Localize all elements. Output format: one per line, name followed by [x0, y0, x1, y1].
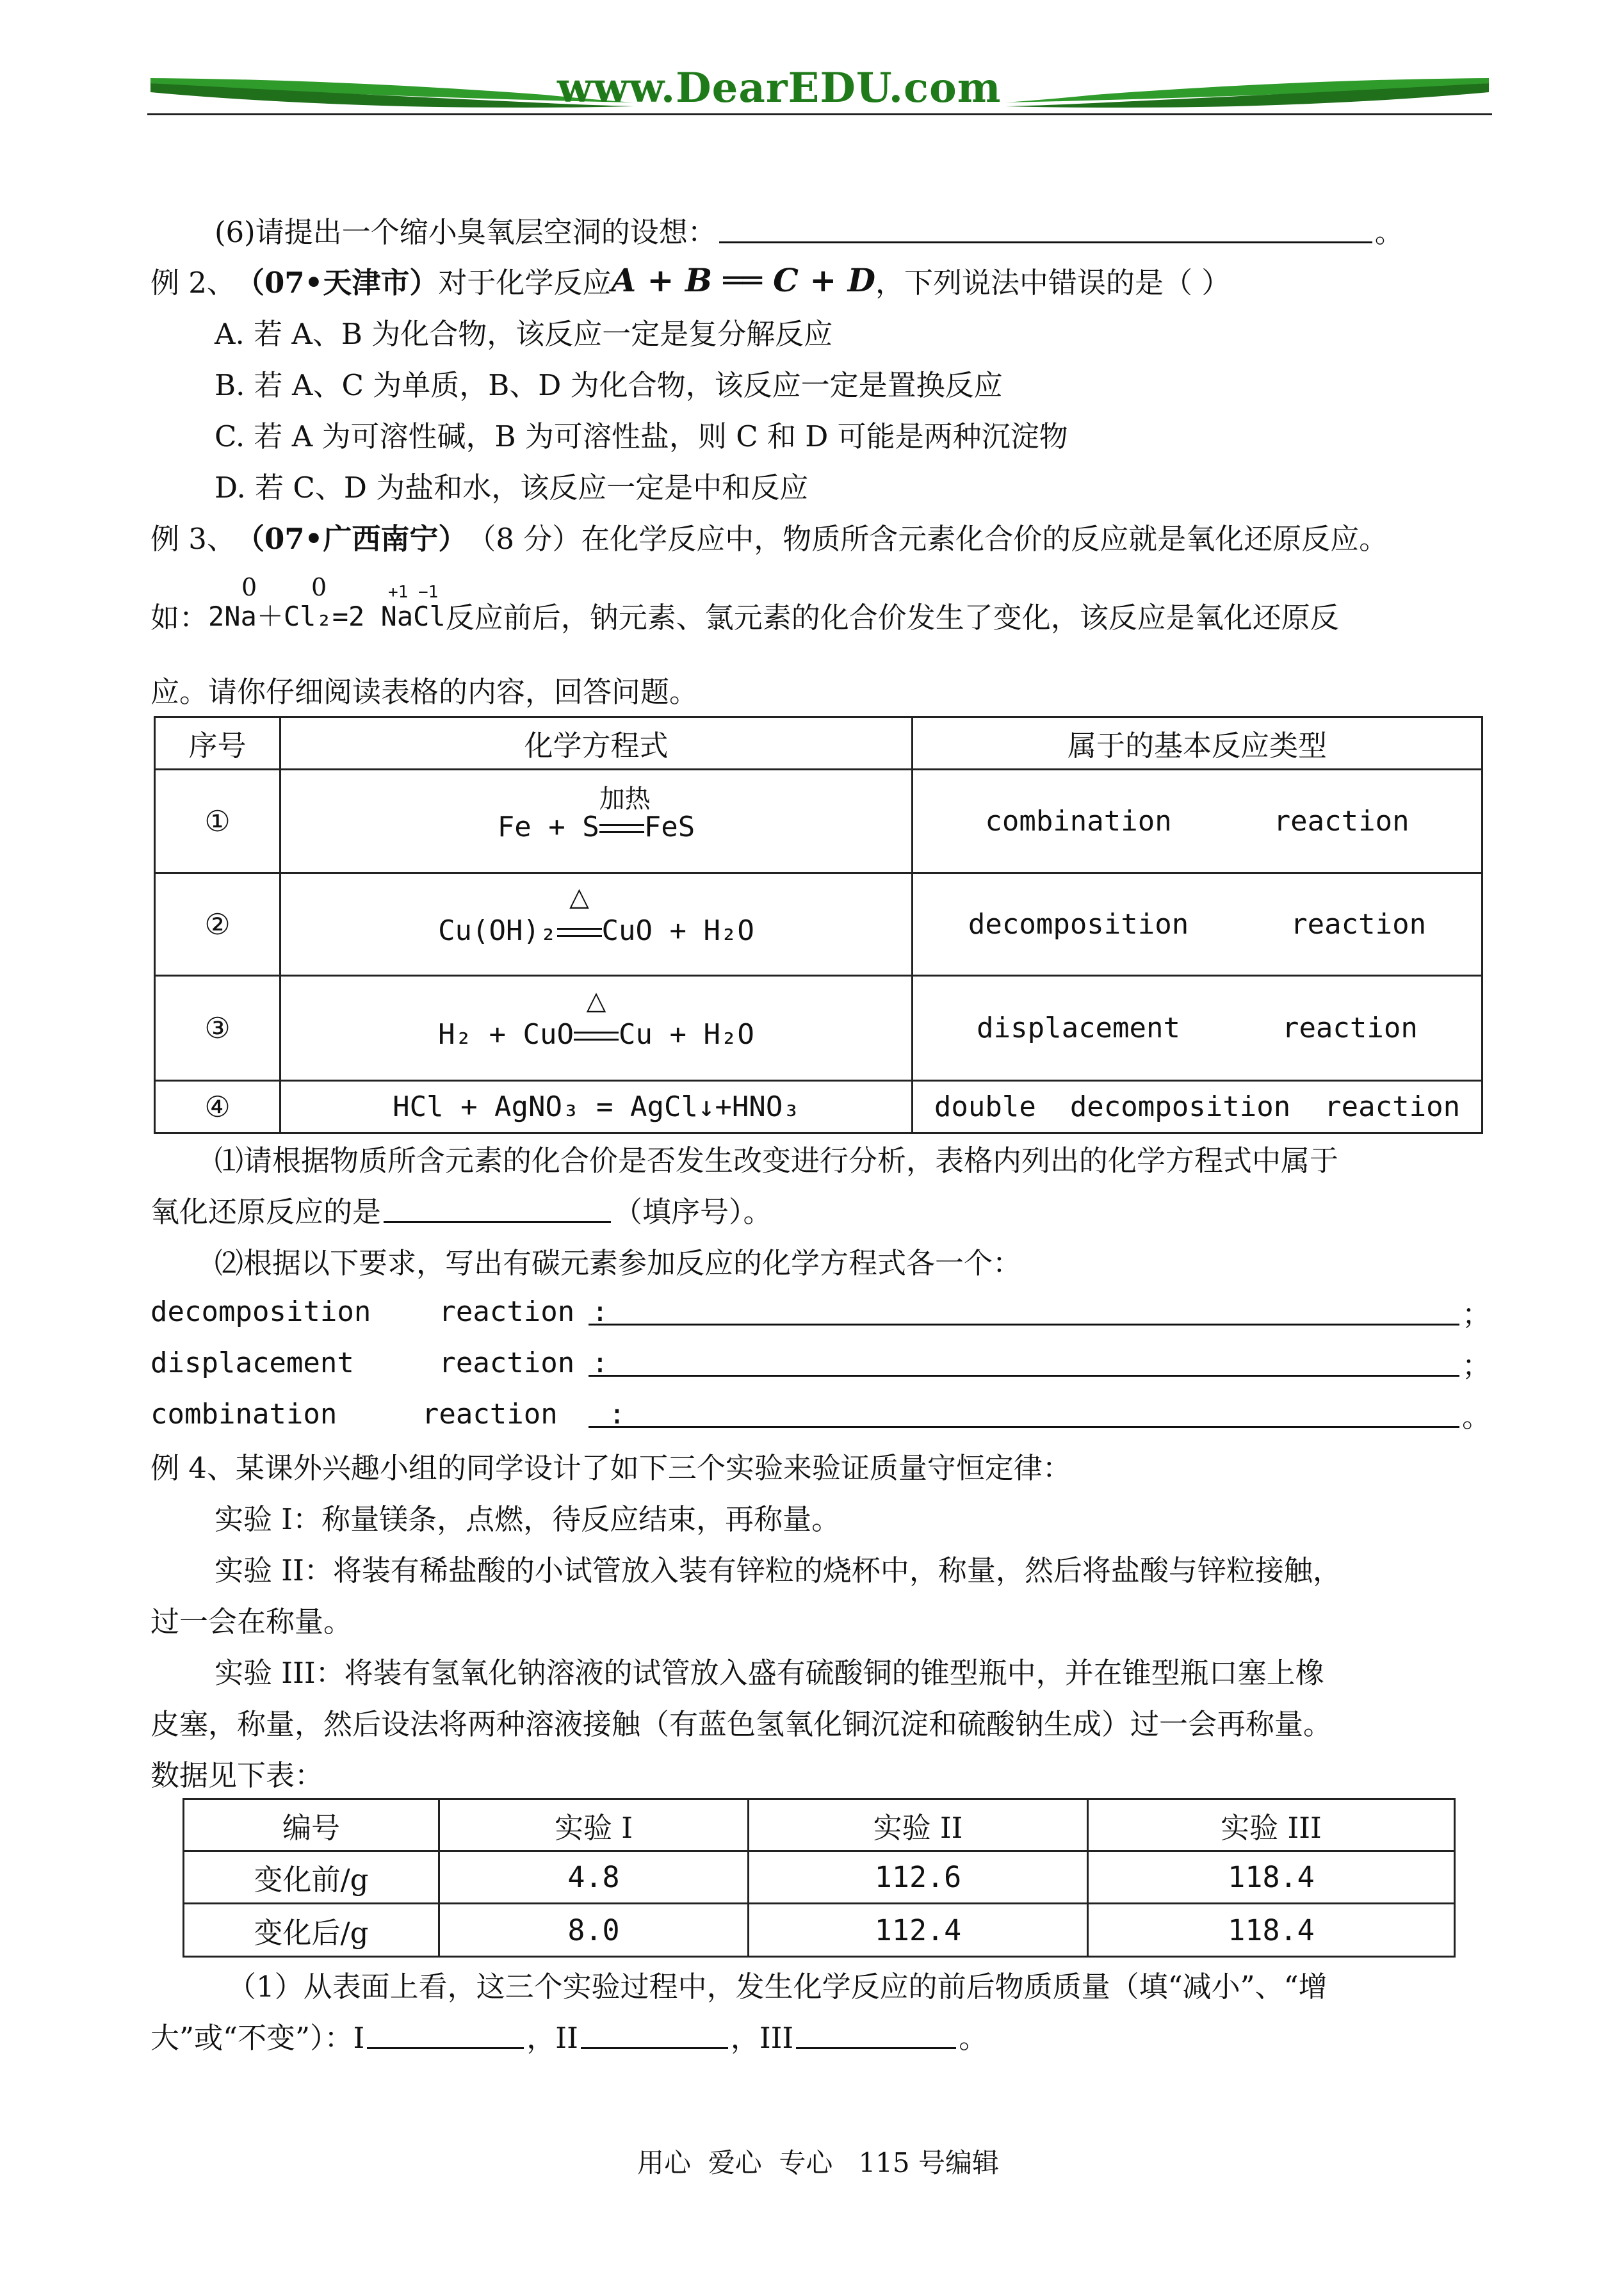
- q6-line: [215, 213, 1404, 249]
- row1-right: FeS: [644, 810, 695, 843]
- row3-left: H₂ + CuO: [438, 1018, 574, 1051]
- mass-row-before-exp1: 4.8: [567, 1860, 620, 1894]
- table-header-type: 属于的基本反应类型: [1067, 729, 1327, 763]
- row2-right: CuO + H₂O: [601, 914, 754, 947]
- ex3-stem3: 应。请你仔细阅读表格的内容，回答问题。: [150, 674, 699, 709]
- mass-header-id: 编号: [282, 1810, 340, 1845]
- q2-combination-label: combination reaction :: [150, 1397, 626, 1431]
- mass-row-after-exp2: 112.4: [874, 1913, 962, 1947]
- ex2-stem: [150, 261, 1231, 300]
- table-row-2-no: ②: [204, 907, 231, 941]
- q2-decomposition-blank[interactable]: [589, 1298, 1459, 1326]
- q2-displacement-line: [150, 1346, 1491, 1383]
- ex3-q1-suffix: （填序号）。: [613, 1194, 772, 1229]
- q2-combination-line: [150, 1397, 1491, 1434]
- ex2-option-c: C. 若 A 为可溶性碱，B 为可溶性盐，则 C 和 D 可能是两种沉淀物: [215, 419, 1068, 453]
- ex4-exp3-c: 数据见下表：: [150, 1758, 324, 1792]
- ex4-exp2-b: 过一会在称量。: [150, 1604, 353, 1639]
- ex3-source: （07•广西南宁）: [235, 521, 467, 556]
- valence-zero-na: 0: [241, 573, 257, 601]
- row2-condition: [557, 882, 602, 947]
- ex4-q1-line1: （1）从表面上看，这三个实验过程中，发生化学反应的前后物质质量（填“减小”、“增: [227, 1969, 1328, 2004]
- row3-condition-text: △: [586, 986, 606, 1016]
- ex2-option-d: D. 若 C、D 为盐和水，该反应一定是中和反应: [215, 470, 809, 505]
- ex4-exp1: 实验 I：称量镁条，点燃，待反应结束，再称量。: [215, 1502, 841, 1536]
- ex3-stem2-prefix: 如：: [150, 600, 209, 635]
- ex2-source: （07•天津市）: [235, 265, 439, 300]
- ex4-q1-end: 。: [959, 2020, 988, 2055]
- q2-displacement-end: ；: [1462, 1348, 1491, 1383]
- table-row-2-equation: [281, 882, 911, 975]
- mass-row-before-exp3: 118.4: [1228, 1860, 1315, 1894]
- ex4-q1-sep1: ，II: [526, 2020, 578, 2055]
- mass-header-exp2: 实验 II: [873, 1810, 963, 1845]
- row3-right: Cu + H₂O: [619, 1018, 754, 1051]
- page-footer: 用心 爱心 专心 115 号编辑: [637, 2147, 999, 2178]
- header-rule: [147, 113, 1492, 115]
- row3-condition: [574, 986, 619, 1051]
- mass-row-after-exp1: 8.0: [567, 1913, 620, 1947]
- table-row-3-equation: [281, 986, 911, 1080]
- q2-decomposition-label: decomposition reaction :: [150, 1295, 609, 1328]
- ex4-q1-blank-ii[interactable]: [581, 2022, 728, 2049]
- table-row-4-no: ④: [204, 1090, 231, 1124]
- q6-answer-blank[interactable]: [719, 216, 1372, 243]
- mass-row-before-label: 变化前/g: [254, 1863, 369, 1897]
- ex3-intro: 例 3、: [150, 521, 236, 556]
- ex4-q1-blank-iii[interactable]: [796, 2022, 956, 2049]
- ex3-stem1: [150, 519, 1388, 556]
- row1-condition-text: 加热: [599, 784, 651, 814]
- mass-header-exp1: 实验 I: [554, 1810, 633, 1845]
- ex2-equation: A + B ══ C + D: [611, 261, 875, 299]
- ex4-q1-prompt: 大”或“不变”）：I: [150, 2020, 365, 2055]
- table-row-3-no: ③: [204, 1011, 231, 1045]
- ex3-q1-line1: ⑴请根据物质所含元素的化合价是否发生改变进行分析，表格内列出的化学方程式中属于: [215, 1143, 1339, 1178]
- q2-decomposition-line: [150, 1295, 1491, 1331]
- ex2-intro: 例 2、: [150, 265, 236, 300]
- ex4-q1-line2: [150, 2018, 988, 2055]
- row1-condition: [599, 784, 651, 843]
- table-header-equation: 化学方程式: [524, 729, 669, 763]
- mass-row-after-label: 变化后/g: [254, 1915, 369, 1950]
- ex3-stem2-rest: 反应前后，钠元素、氯元素的化合价发生了变化，该反应是氧化还原反: [445, 600, 1339, 635]
- ex4-intro: 例 4、某课外兴趣小组的同学设计了如下三个实验来验证质量守恒定律：: [150, 1450, 1071, 1485]
- q2-decomposition-end: ；: [1462, 1297, 1491, 1331]
- row1-left: Fe + S: [497, 810, 599, 843]
- ex3-q1-prompt: 氧化还原反应的是: [150, 1194, 382, 1229]
- ex4-exp2-a: 实验 II：将装有稀盐酸的小试管放入装有锌粒的烧杯中，称量，然后将盐酸与锌粒接触，: [215, 1553, 1342, 1587]
- mass-row-before-exp2: 112.6: [874, 1860, 962, 1894]
- ex2-stem-after: ，下列说法中错误的是（ ）: [875, 265, 1231, 300]
- valence-zero-cl: 0: [311, 573, 327, 601]
- ex4-exp3-a: 实验 III：将装有氢氧化钠溶液的试管放入盛有硫酸铜的锥型瓶中，并在锥型瓶口塞上橡: [215, 1655, 1324, 1690]
- ex2-stem-before: 对于化学反应: [438, 265, 612, 300]
- table-header-no: 序号: [188, 729, 247, 763]
- ex4-exp3-b: 皮塞，称量，然后设法将两种溶液接触（有蓝色氢氧化铜沉淀和硫酸钠生成）过一会再称量。: [150, 1707, 1333, 1741]
- table-row-1-equation: [281, 781, 911, 872]
- ex2-option-b: B. 若 A、C 为单质，B、D 为化合物，该反应一定是置换反应: [215, 368, 1003, 402]
- ex3-stem1-text: （8 分）在化学反应中，物质所含元素化合价的反应就是氧化还原反应。: [467, 521, 1388, 556]
- ex3-stem2-equation: 2Na＋Cl₂=2 NaCl: [208, 601, 446, 632]
- table-row-4-type: double decomposition reaction: [934, 1091, 1461, 1123]
- ex2-option-a: A. 若 A、B 为化合物，该反应一定是复分解反应: [215, 316, 833, 351]
- q2-displacement-blank[interactable]: [589, 1349, 1459, 1377]
- q2-combination-blank[interactable]: [589, 1400, 1459, 1428]
- table-row-4-equation: HCl + AgNO₃ = AgCl↓+HNO₃: [393, 1091, 800, 1123]
- table-row-1-no: ①: [204, 804, 231, 838]
- ex3-q1-answer-blank[interactable]: [384, 1196, 611, 1223]
- q2-displacement-label: displacement reaction :: [150, 1346, 609, 1379]
- table-row-3-type: displacement reaction: [977, 1012, 1418, 1044]
- q2-combination-end: 。: [1462, 1399, 1491, 1434]
- q6-end: 。: [1374, 215, 1404, 249]
- ex4-q1-sep2: ，III: [730, 2020, 794, 2055]
- table-row-2-type: decomposition reaction: [968, 908, 1427, 941]
- valence-nacl: +1 −1: [388, 583, 439, 602]
- mass-header-exp3: 实验 III: [1221, 1810, 1322, 1845]
- ex4-q1-blank-i[interactable]: [367, 2022, 524, 2049]
- ex3-q1-line2: [150, 1192, 772, 1229]
- row2-condition-text: △: [569, 882, 589, 912]
- site-logo-text: www.DearEDU.com: [557, 64, 1002, 112]
- table-row-1-type: combination reaction: [985, 805, 1409, 838]
- mass-row-after-exp3: 118.4: [1228, 1913, 1315, 1947]
- ex3-q2-line: ⑵根据以下要求，写出有碳元素参加反应的化学方程式各一个：: [215, 1245, 1022, 1280]
- row2-left: Cu(OH)₂: [438, 914, 557, 947]
- ex3-stem2: [150, 598, 1339, 635]
- q6-prompt: (6)请提出一个缩小臭氧层空洞的设想：: [215, 215, 717, 249]
